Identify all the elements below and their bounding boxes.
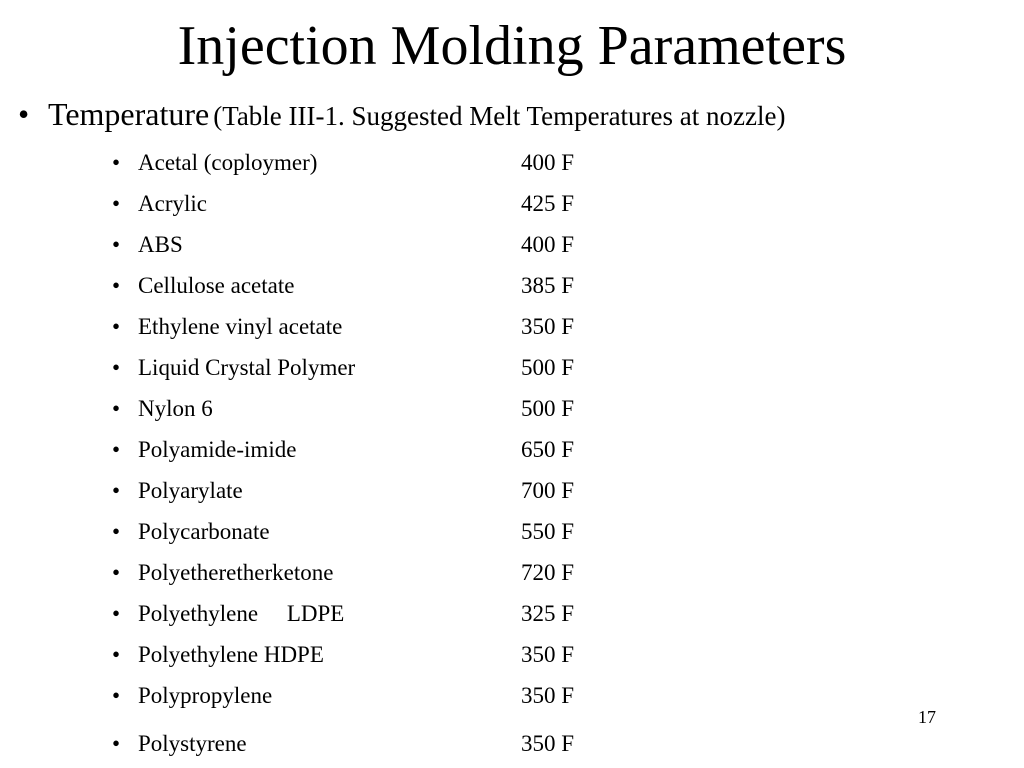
bullet-marker: • bbox=[112, 396, 121, 421]
melt-temperature: 425 F bbox=[521, 191, 575, 216]
melt-temperature: 350 F bbox=[521, 683, 575, 708]
bullet-marker: • bbox=[112, 314, 121, 339]
bullet-marker: • bbox=[112, 191, 121, 216]
bullet-marker: • bbox=[112, 560, 121, 585]
material-name: Polystyrene bbox=[138, 731, 247, 756]
page-number: 17 bbox=[918, 707, 936, 727]
material-name: Polyethylene LDPE bbox=[138, 601, 345, 626]
melt-temperature: 400 F bbox=[521, 150, 575, 175]
slide-title: Injection Molding Parameters bbox=[177, 15, 847, 77]
list-item bbox=[112, 224, 672, 265]
melt-temperature: 550 F bbox=[521, 519, 575, 544]
list-item bbox=[112, 593, 672, 634]
melt-temperature: 650 F bbox=[521, 437, 575, 462]
list-item bbox=[112, 347, 672, 388]
list-item bbox=[112, 388, 672, 429]
temperature-heading: Temperature bbox=[48, 96, 210, 132]
material-name: Polyetheretherketone bbox=[138, 560, 334, 585]
material-name: Liquid Crystal Polymer bbox=[138, 355, 356, 380]
melt-temperature: 500 F bbox=[521, 355, 575, 380]
list-item bbox=[112, 511, 672, 552]
list-item bbox=[112, 265, 672, 306]
list-item bbox=[112, 675, 672, 716]
material-name: ABS bbox=[138, 232, 183, 257]
list-item bbox=[112, 429, 672, 470]
bullet-marker: • bbox=[112, 273, 121, 298]
list-item bbox=[112, 306, 672, 347]
table-caption: (Table III-1. Suggested Melt Temperatures at nozzle) bbox=[213, 101, 786, 131]
material-name: Ethylene vinyl acetate bbox=[138, 314, 343, 339]
bullet-marker: • bbox=[112, 642, 121, 667]
melt-temperature: 500 F bbox=[521, 396, 575, 421]
melt-temperature: 350 F bbox=[521, 731, 575, 756]
melt-temperature-list bbox=[112, 142, 672, 764]
bullet-marker: • bbox=[18, 96, 30, 132]
list-item bbox=[112, 470, 672, 511]
list-item bbox=[112, 183, 672, 224]
melt-temperature: 700 F bbox=[521, 478, 575, 503]
melt-temperature: 720 F bbox=[521, 560, 575, 585]
melt-temperature: 325 F bbox=[521, 601, 575, 626]
bullet-marker: • bbox=[112, 355, 121, 380]
bullet-marker: • bbox=[112, 437, 121, 462]
material-name: Polycarbonate bbox=[138, 519, 270, 544]
material-name: Polyarylate bbox=[138, 478, 243, 503]
material-name: Polyamide-imide bbox=[138, 437, 297, 462]
list-item bbox=[112, 142, 672, 183]
material-name: Polypropylene bbox=[138, 683, 273, 708]
material-name: Acetal (coploymer) bbox=[138, 150, 318, 175]
bullet-marker: • bbox=[112, 601, 121, 626]
bullet-marker: • bbox=[112, 519, 121, 544]
melt-temperature: 350 F bbox=[521, 314, 575, 339]
list-item bbox=[112, 552, 672, 593]
bullet-marker: • bbox=[112, 731, 121, 756]
melt-temperature: 350 F bbox=[521, 642, 575, 667]
list-item bbox=[112, 634, 672, 675]
bullet-marker: • bbox=[112, 232, 121, 257]
material-name: Cellulose acetate bbox=[138, 273, 295, 298]
material-name: Nylon 6 bbox=[138, 396, 213, 421]
material-name: Acrylic bbox=[138, 191, 207, 216]
melt-temperature: 385 F bbox=[521, 273, 575, 298]
list-item bbox=[112, 723, 672, 764]
bullet-marker: • bbox=[112, 478, 121, 503]
bullet-marker: • bbox=[112, 683, 121, 708]
bullet-marker: • bbox=[112, 150, 121, 175]
material-name: Polyethylene HDPE bbox=[138, 642, 324, 667]
temperature-bullet bbox=[18, 94, 785, 141]
melt-temperature: 400 F bbox=[521, 232, 575, 257]
